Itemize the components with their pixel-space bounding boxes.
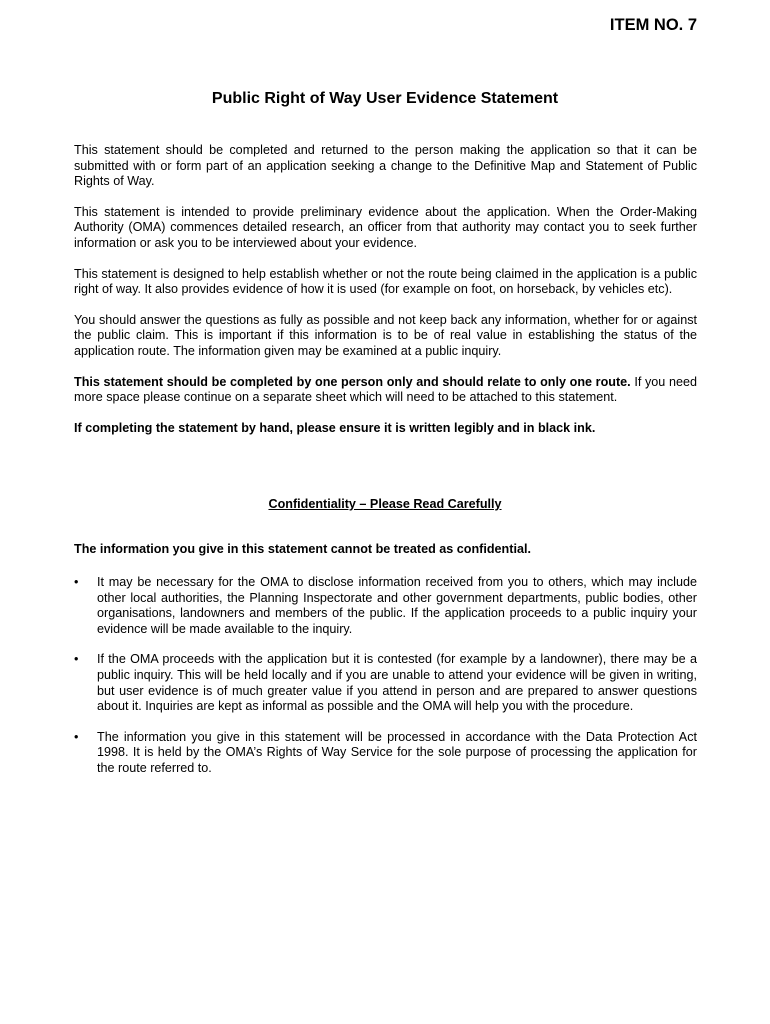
bullet-text: It may be necessary for the OMA to disclose information received from you to others, which may include other local authorities, the Planning Inspectorate and other government departments, public bodies, other organisations, landowners and members of the public. If the application proceeds to a public inquiry your evidence will be made available to the inquiry. bbox=[97, 575, 697, 636]
confidentiality-heading: Confidentiality – Please Read Carefully bbox=[268, 497, 502, 511]
item-number: ITEM NO. 7 bbox=[609, 16, 697, 34]
paragraph-2: This statement is intended to provide preliminary evidence about the application. When the Order-Making Authority (OMA) commences detailed research, an officer from that authority may contact you to seek further information or ask you to be interviewed about your evidence. bbox=[74, 204, 697, 250]
confidentiality-bullet-list bbox=[74, 575, 697, 792]
bullet-item bbox=[74, 730, 697, 777]
black-ink-notice: If completing the statement by hand, please ensure it is written legibly and in black ink. bbox=[74, 420, 596, 435]
bullet-item bbox=[74, 575, 697, 637]
document-title: Public Right of Way User Evidence Statement bbox=[211, 90, 559, 107]
bullet-item bbox=[74, 652, 697, 714]
paragraph-5 bbox=[74, 375, 697, 406]
paragraph-3: This statement is designed to help establish whether or not the route being claimed in the application is a public right of way. It also provides evidence of how it is used (for example on foot, on horseback, by vehicles etc). bbox=[74, 266, 697, 297]
extra-space-notice: If you need more space please continue on a separate sheet which will need to be attached to this statement. bbox=[74, 374, 697, 405]
bullet-text: The information you give in this statement will be processed in accordance with the Data Protection Act 1998. It is held by the OMA’s Rights of Way Service for the sole purpose of processing the application for the route referred to. bbox=[97, 729, 697, 775]
bullet-icon: • bbox=[74, 575, 79, 589]
one-person-notice: This statement should be completed by one person only and should relate to only one route. bbox=[74, 374, 631, 389]
bullet-text: If the OMA proceeds with the application but it is contested (for example by a landowner), there may be a public inquiry. This will be held locally and if you are unable to attend your evidence will be given in writing, but user evidence is of much greater value if you attend in person and are prepared to answer questions about it. Inquiries are kept as informal as possible and the OMA will help you with the procedure. bbox=[97, 652, 697, 714]
confidentiality-intro: The information you give in this statement cannot be treated as confidential. bbox=[74, 542, 531, 556]
bullet-icon: • bbox=[74, 729, 79, 744]
paragraph-1: This statement should be completed and returned to the person making the application so that it can be submitted with or form part of an application seeking a change to the Definitive Map and Statement of Public Rights of Way. bbox=[74, 143, 697, 189]
paragraph-4: You should answer the questions as fully as possible and not keep back any information, whether for or against the public claim. This is important if this information is to be of real value in establishing the status of the application route. The information given may be examined at a public inquiry. bbox=[74, 312, 697, 358]
intro-section bbox=[74, 143, 697, 436]
bullet-icon: • bbox=[74, 652, 79, 667]
